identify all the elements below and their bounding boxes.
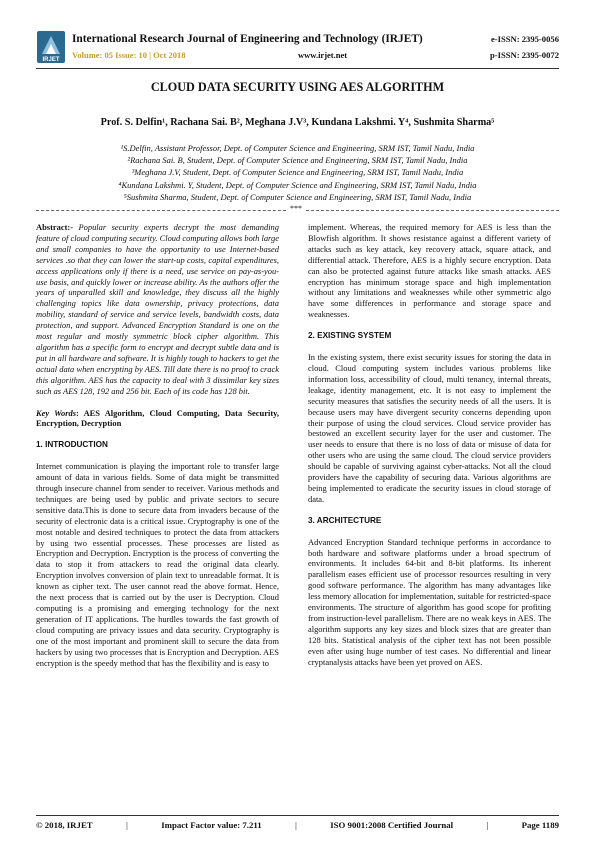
footer-rule: [36, 815, 559, 816]
separator-stars: ***: [290, 204, 302, 213]
volume-issue: Volume: 05 Issue: 10 | Oct 2018: [72, 50, 186, 60]
affiliation-2: ²Rachana Sai. B, Student, Dept. of Computer Science and Engineering, SRM IST, Tamil Nadu, India: [127, 155, 468, 166]
abstract-text: Popular security experts decrypt the most demanding feature of cloud computing security. Cloud computing allows both large and small companies to have the opportunity to use Internet-based services .so that they can lower the start-up costs, capital expenditures, access applications only if there is a need, use service on pay-as-you-use basis, and quickly lower or increase ability. As the authors offer the years of unparalled skill and knowledge, they discuss all the highly challenging topics like data ownership, privacy protections, data mobility, standard of service and service levels, bandwidth costs, data protection, and support. Advanced Encryption Standard is one on the most regular and mostly symmetric block cipher algorithm. This algorithm has a specific form to encrypt and decrypt subtle data and is put in all hardware and software. It is highly tough to hackers to get the actual data when encrypting by AES. Till date there is no proof to crack this algorithm. AES has the capacity to deal with 3 dissimilar key sizes such as AES 128, 192 and 256 bit. Each of its code has 128 bit.: [36, 222, 279, 396]
keywords-text: : AES Algorithm, Cloud Computing, Data Security, Encryption, Decryption: [36, 407, 279, 429]
affiliation-3: ³Meghana J.V, Student, Dept. of Computer Science and Engineering, SRM IST, Tamil Nadu, India: [131, 167, 464, 178]
section-heading-introduction: 1. INTRODUCTION: [36, 440, 108, 450]
existing-system-text: In the existing system, there exist security issues for storing the data in cloud. Cloud computing system includes various problems like information loss, accessibility of cloud, multi tenancy, internal threats, leakage, identity management, etc. It is not easy to implement the security measures that satisfies the security needs of all the users. It is because users may have divergent security concerns depending upon their purpose of using the cloud services. Cloud service provider has bestowed an excellent security layer for the user and customer. The user needs to ensure that there is no loss of data or misuse of data for other users who are using the same cloud. The cloud service providers should be capable of surviving against cyber-attacks. Not all the cloud providers have the capability of securing data. Various algorithms are being implemented to eradicate the security issues in cloud storage of data.: [308, 352, 551, 504]
right-column: [308, 222, 551, 668]
abstract-label: Abstract:-: [36, 222, 74, 232]
section-heading-architecture: 3. ARCHITECTURE: [308, 515, 382, 525]
footer-divider: |: [294, 820, 297, 830]
section-heading-existing-system: 2. EXISTING SYSTEM: [308, 331, 392, 341]
separator-line-left: [36, 210, 286, 211]
footer-divider: |: [486, 820, 489, 830]
introduction-text-continued: implement. Whereas, the required memory for AES is less than the Blowfish algorithm. It shows resistance against a different variety of attacks such as key attack, key recovery attack, square attack, and differential attack. Therefore, AES is a highly secure encryption. Data can also be protected against future attacks like smash attacks. AES encryption has minimum storage space and high implementation without any limitations and weaknesses while other symmetric algo have some differences in performance and storage space and weaknesses.: [308, 222, 551, 320]
header-rule: [36, 68, 559, 69]
keywords: [36, 408, 279, 430]
architecture-text: Advanced Encryption Standard technique performs in accordance to both hardware and software platforms under a broad spectrum of environments. It includes 64-bit and 8-bit platforms. Its inherent parallelism eases efficient use of processor resources resulting in very good software performance. The algorithm has many advantages like less memory allocation for implementation, suitable for restricted-space environments. The structure of algorithm has good scope for profiting from instruction-level parallelism. There are no weak keys in AES. The algorithm supports any key sizes and block sizes that are greater than 128 bits. Statistical analysis of the cipher text has not been possible even after using huge number of test cases. No differential and linear cryptanalysis attacks have been yet proved on AES.: [308, 536, 551, 667]
journal-name: International Research Journal of Engineering and Technology (IRJET): [72, 33, 423, 45]
author-list: Prof. S. Delfin¹, Rachana Sai. B², Meghana J.V³, Kundana Lakshmi. Y⁴, Sushmita Sharma⁵: [100, 117, 495, 128]
keywords-label: Key Words: [36, 407, 77, 418]
logo-text: IRJET: [42, 57, 60, 63]
affiliation-1: ¹S.Delfin, Assistant Professor, Dept. of Computer Science and Engineering, SRM IST, Tamil Nadu, India: [120, 143, 475, 153]
p-issn: p-ISSN: 2395-0072: [490, 50, 559, 60]
footer-divider: |: [125, 820, 128, 830]
e-issn: e-ISSN: 2395-0056: [490, 34, 559, 44]
introduction-text: Internet communication is playing the important role to transfer large amount of data in various fields. Some of data might be transmitted through insecure channel from sender to receiver. Various methods and techniques are being used by public and private sectors to secure sensitive data.This is done to secure data from invaders because of the security of electronic data is a critical issue. Cryptography is one of the most notable and desired techniques to protect the data from attackers by using two essential processes. These processes are listed as Encryption and Decryption. Encryption is the process of converting the data to stop it from attackers to read the original data clearly. Encryption involves conversion of plain text to unreadable format. It is known as cipher text. The user cannot read the above format. Hence, the next process that is carried out by the user is Decryption. Cloud computing is a promising and emerging technology for the next generation of IT applications. The hurdles towards the fast growth of cloud computing are privacy issues and data security. Cryptography is one of the most important and prominent skill to secure the data from hackers by using two processes that is Encryption and Decryption. AES encryption is the speedy method that has the flexibility and is easy to: [36, 461, 279, 668]
paper-title: CLOUD DATA SECURITY USING AES ALGORITHM: [150, 80, 445, 94]
left-column: [36, 222, 279, 668]
affiliations: [36, 142, 559, 203]
journal-header: [36, 30, 559, 66]
section-separator: [36, 204, 559, 216]
footer-copyright: © 2018, IRJET: [36, 820, 93, 830]
footer-impact-factor: Impact Factor value: 7.211: [161, 820, 262, 830]
page-footer: [36, 820, 559, 830]
abstract: [36, 222, 279, 397]
affiliation-4: ⁴Kundana Lakshmi. Y, Student, Dept. of Computer Science and Engineering, SRM IST, Tamil Nadu, India: [118, 179, 477, 190]
journal-website: www.irjet.net: [298, 50, 348, 60]
separator-line-right: [306, 210, 559, 211]
footer-iso: ISO 9001:2008 Certified Journal: [330, 820, 454, 830]
affiliation-5: ⁵Sushmita Sharma, Student, Dept. of Computer Science and Engineering, SRM IST, Tamil Nadu, India: [123, 191, 472, 202]
footer-page-number: Page 1189: [521, 820, 559, 830]
irjet-logo-icon: [36, 30, 66, 64]
